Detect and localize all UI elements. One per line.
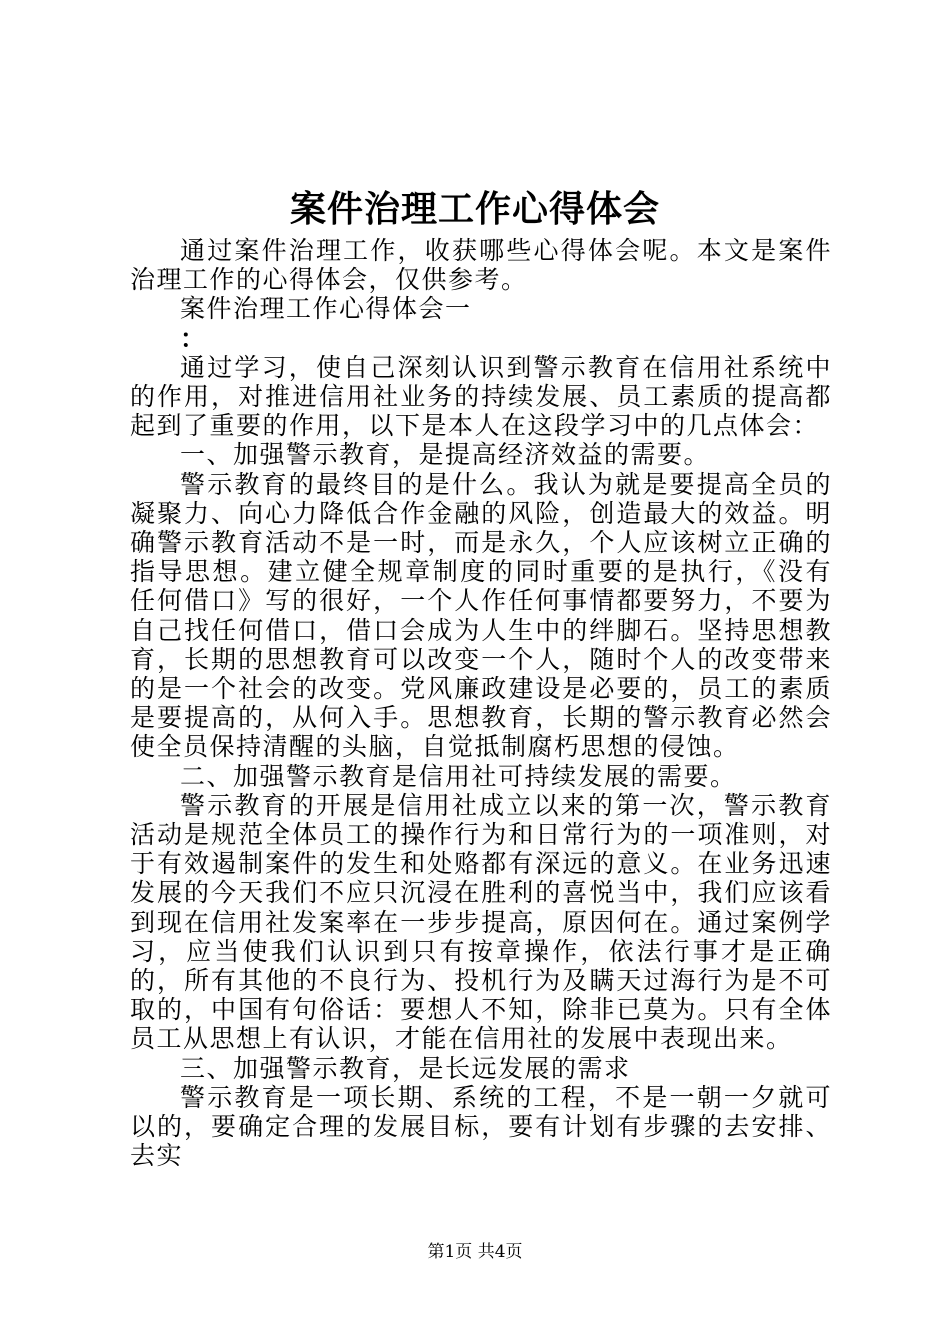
section-heading-one: 案件治理工作心得体会一 bbox=[180, 294, 472, 324]
point-heading-three: 三、加强警示教育，是长远发展的需求 bbox=[180, 1053, 631, 1083]
point-heading-two: 二、加强警示教育是信用社可持续发展的需要。 bbox=[180, 761, 737, 791]
document-title: 案件治理工作心得体会 bbox=[289, 188, 660, 230]
body-paragraph: 警示教育是一项长期、系统的工程，不是一朝一夕就可以的，要确定合理的发展目标，要有计划有步骤的去安排、去实 bbox=[130, 1082, 832, 1171]
page-number-footer: 第1页 共4页 bbox=[427, 1242, 523, 1262]
colon-line: ： bbox=[180, 323, 206, 353]
body-paragraph: 警示教育的开展是信用社成立以来的第一次，警示教育活动是规范全体员工的操作行为和日常行为的一项准则，对于有效遏制案件的发生和处赂都有深远的意义。在业务迅速发展的今天我们不应只沉浸在胜利的喜悦当中，我们应该看到现在信用社发案率在一步步提高，原因何在。通过案例学习，应当使我们认识到只有按章操作，依法行事才是正确的，所有其他的不良行为、投机行为及瞒天过海行为是不可取的，中国有句俗话：要想人不知，除非已莫为。只有全体员工从思想上有认识，才能在信用社的发展中表现出来。 bbox=[130, 790, 832, 1054]
intro-paragraph: 通过案件治理工作，收获哪些心得体会呢。本文是案件治理工作的心得体会，仅供参考。 bbox=[130, 236, 832, 295]
body-paragraph: 通过学习，使自己深刻认识到警示教育在信用社系统中的作用，对推进信用社业务的持续发展、员工素质的提高都起到了重要的作用，以下是本人在这段学习中的几点体会： bbox=[130, 352, 832, 441]
point-heading-one: 一、加强警示教育，是提高经济效益的需要。 bbox=[180, 440, 711, 470]
document-body bbox=[130, 236, 832, 1171]
body-paragraph: 警示教育的最终目的是什么。我认为就是要提高全员的凝聚力、向心力降低合作金融的风险，创造最大的效益。明确警示教育活动不是一时，而是永久，个人应该树立正确的指导思想。建立健全规章制度的同时重要的是执行，《没有任何借口》写的很好，一个人作任何事情都要努力，不要为自己找任何借口，借口会成为人生中的绊脚石。坚持思想教育，长期的思想教育可以改变一个人，随时个人的改变带来的是一个社会的改变。党风廉政建设是必要的，员工的素质是要提高的，从何入手。思想教育，长期的警示教育必然会使全员保持清醒的头脑，自觉抵制腐朽思想的侵蚀。 bbox=[130, 469, 832, 762]
